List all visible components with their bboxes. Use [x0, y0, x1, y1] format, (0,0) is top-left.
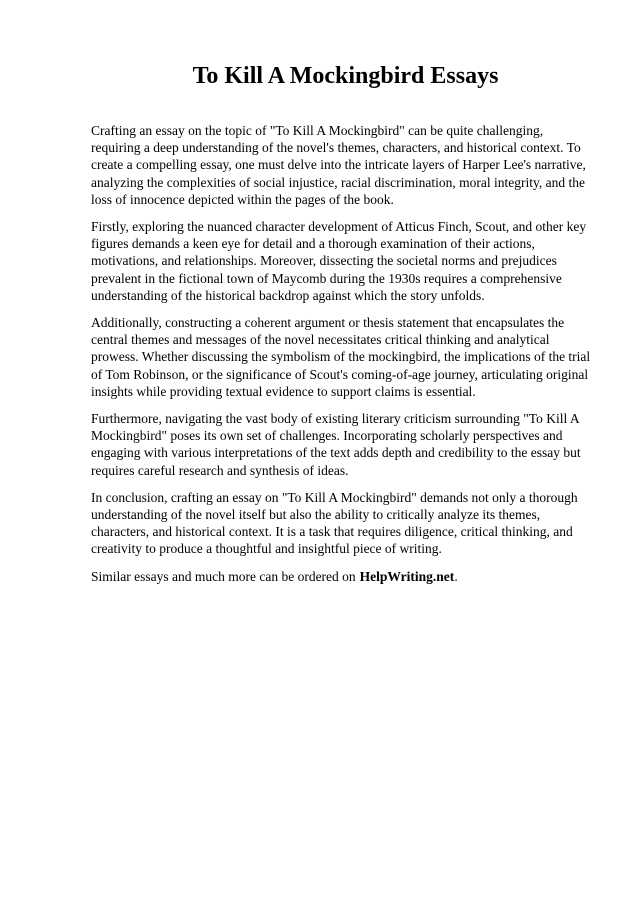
helpwriting-link[interactable]: HelpWriting.net — [359, 568, 455, 584]
page-title: To Kill A Mockingbird Essays — [192, 63, 499, 89]
paragraph-argument: Additionally, constructing a coherent argument or thesis statement that encapsulates the central themes and messages of the novel necessitates critical thinking and analytical prowess. Whether discussing the symbolism of the mockingbird, the implications of the trial of Tom Robinson, or the significance of Scout's coming-of-age journey, articulating original insights while providing textual evidence to support claims is essential. — [91, 315, 591, 399]
paragraph-intro: Crafting an essay on the topic of "To Kill A Mockingbird" can be quite challenging, requiring a deep understanding of the novel's themes, characters, and historical context. To create a compelling essay, one must delve into the intricate layers of Harper Lee's narrative, analyzing the complexities of social injustice, racial discrimination, moral integrity, and the loss of innocence depicted within the pages of the book. — [91, 123, 586, 207]
paragraph-characters: Firstly, exploring the nuanced character development of Atticus Finch, Scout, and other key figures demands a keen eye for detail and a thorough examination of their actions, motivations, and relationships. Moreover, dissecting the societal norms and prejudices prevalent in the fictional town of Maycomb during the 1930s requires a comprehensive understanding of the historical backdrop against which the story unfolds. — [91, 219, 587, 303]
closing-prefix: Similar essays and much more can be ordered on — [91, 568, 356, 584]
paragraph-conclusion: In conclusion, crafting an essay on "To Kill A Mockingbird" demands not only a thorough understanding of the novel itself but also the ability to critically analyze its themes, characters, and historical context. It is a task that requires diligence, critical thinking, and creativity to produce a thoughtful and insightful piece of writing. — [91, 489, 578, 557]
closing-line — [91, 568, 594, 585]
closing-suffix: . — [454, 568, 458, 584]
paragraph-criticism: Furthermore, navigating the vast body of existing literary criticism surrounding "To Kill A Mockingbird" poses its own set of challenges. Incorporating scholarly perspectives and engaging with various interpretations of the text adds depth and credibility to the essay but requires careful research and synthesis of ideas. — [91, 411, 581, 478]
